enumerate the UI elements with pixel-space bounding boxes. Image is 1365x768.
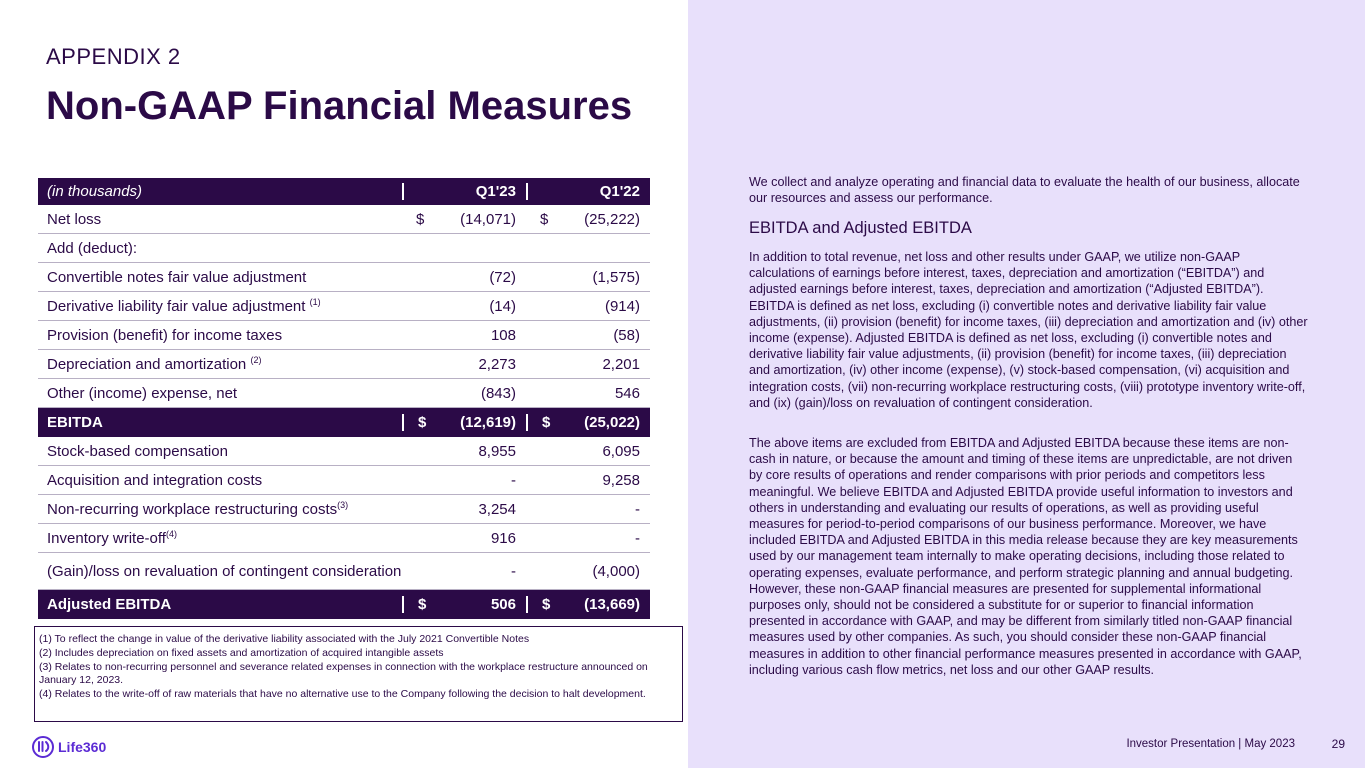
cell-value: (14) <box>489 297 516 315</box>
cell-value: 2,273 <box>478 355 516 373</box>
footnote-ref: (4) <box>165 529 177 539</box>
value-cell-2 <box>526 269 650 286</box>
row-label-text: Other (income) expense, net <box>47 384 238 402</box>
cell-value: 108 <box>490 326 516 344</box>
row-label <box>38 240 402 257</box>
cell-value: 506 <box>490 596 516 613</box>
company-logo <box>32 736 106 758</box>
cell-value: - <box>511 562 516 580</box>
cell-value: (14,071) <box>460 210 516 228</box>
logo-text: Life360 <box>58 739 107 755</box>
life360-logo-icon <box>32 736 54 758</box>
value-cell-2 <box>526 298 650 315</box>
row-label <box>38 355 402 373</box>
cell-value: 916 <box>490 529 516 547</box>
row-label-text: Acquisition and integration costs <box>47 471 263 489</box>
table-row <box>38 234 650 263</box>
footnote-ref: (1) <box>309 297 321 307</box>
table-header <box>38 178 650 205</box>
section-heading: EBITDA and Adjusted EBITDA <box>749 219 972 237</box>
table-row <box>38 437 650 466</box>
value-cell-2 <box>526 596 650 613</box>
cell-value: (25,022) <box>584 414 640 431</box>
footnote-2: (2) Includes depreciation on fixed assets and amortization of acquired intangible assets <box>39 646 444 659</box>
financial-table <box>38 178 650 619</box>
row-label-text: Net loss <box>47 210 102 228</box>
currency-symbol: $ <box>416 210 425 228</box>
value-cell-2 <box>526 327 650 344</box>
currency-symbol: $ <box>542 414 551 431</box>
footnote-1: (1) To reflect the change in value of the derivative liability associated with the July 2021 Convertible Notes <box>39 633 530 645</box>
footnote-3: (3) Relates to non-recurring personnel and severance related expenses in connection with the workplace restructure announced on January 12, 2023. <box>39 660 648 687</box>
row-label <box>38 443 402 460</box>
cell-value: 3,254 <box>478 500 516 518</box>
value-cell-2 <box>526 414 650 431</box>
cell-value: (843) <box>480 384 516 402</box>
cell-value: (58) <box>613 326 640 344</box>
row-label-text: Depreciation and amortization <box>47 356 251 373</box>
value-cell-1 <box>402 530 526 547</box>
value-cell-2 <box>526 501 650 518</box>
value-cell-1 <box>402 443 526 460</box>
row-label <box>38 414 402 431</box>
table-row <box>38 321 650 350</box>
eyebrow: APPENDIX 2 <box>46 44 181 69</box>
row-label <box>38 596 402 613</box>
table-row <box>38 379 650 408</box>
row-label <box>38 269 402 286</box>
value-cell-1 <box>402 501 526 518</box>
row-label-text: EBITDA <box>47 414 103 431</box>
row-label <box>38 472 402 489</box>
value-cell-2 <box>526 443 650 460</box>
row-label-text: Stock-based compensation <box>47 442 228 460</box>
footnotes <box>34 626 683 722</box>
paragraph-2: The above items are excluded from EBITDA and Adjusted EBITDA because these items are non-cash in nature, or because the amount and timing of these items are unpredictable, are not driven by core results of operations and render comparisons with prior periods and competitors less meaningful. We believe EBITDA and Adjusted EBITDA provide useful information to investors and others in understanding and evaluating our results of operations, as well as providing useful measures for period-to-period comparisons of our business performance. Moreover, we have included EBITDA and Adjusted EBITDA in this media release because they are key measurements used by our management team internally to make operating decisions, including those related to operating expenses, evaluate performance, and perform strategic planning and annual budgeting. However, these non-GAAP financial measures are presented for supplemental informational purposes only, should not be considered a substitute for or superior to financial information presented in accordance with GAAP, and may be different from similarly titled non-GAAP financial measures used by other companies. As such, you should consider these non-GAAP financial measures in addition to other financial performance measures presented in accordance with GAAP, including various cash flow metrics, net loss and our other GAAP results. <box>749 436 1302 677</box>
row-label-text: Adjusted EBITDA <box>47 596 172 613</box>
value-cell-2 <box>526 356 650 373</box>
cell-value: - <box>635 529 640 547</box>
table-row <box>38 590 650 619</box>
paragraph-1: In addition to total revenue, net loss and other results under GAAP, we utilize non-GAAP calculations of earnings before interest, taxes, depreciation and amortization (“EBITDA”) and adjusted earnings before interest, taxes, depreciation and amortization (“Adjusted EBITDA”). EBITDA is defined as net loss, excluding (i) convertible notes and derivative liability fair value adjustments, (ii) provision (benefit) for income taxes, (iii) depreciation and amortization and (iv) other income (expense). Adjusted EBITDA is defined as net loss, excluding (i) convertible notes and derivative liability fair value adjustments, (ii) provision (benefit) for income taxes, (iii) depreciation and amortization, (iv) other income (expense), (v) stock-based compensation, (vi) acquisition and integration costs, (vii) non-recurring workplace restructuring costs, (viii) prototype inventory write-off, and (ix) (gain)/loss on revaluation of contingent consideration. <box>749 250 1308 410</box>
value-cell-2 <box>526 385 650 402</box>
value-cell-1 <box>402 385 526 402</box>
currency-symbol: $ <box>418 414 427 431</box>
cell-value: (13,669) <box>584 596 640 613</box>
row-label-text: Non-recurring workplace restructuring costs <box>47 501 338 518</box>
row-label <box>38 385 402 402</box>
cell-value: (72) <box>489 268 516 286</box>
cell-value: (4,000) <box>592 562 640 580</box>
page-number: 29 <box>1331 737 1345 751</box>
footnote-4: (4) Relates to the write-off of raw materials that have no alternative use to the Company following the decision to halt development. <box>39 688 646 701</box>
cell-value: (25,222) <box>584 210 640 228</box>
cell-value: 6,095 <box>602 442 640 460</box>
row-label <box>38 529 402 547</box>
table-row <box>38 495 650 524</box>
cell-value: (12,619) <box>460 414 516 431</box>
footnote-ref: (3) <box>337 500 349 510</box>
value-cell-2 <box>526 211 650 228</box>
header-col1: Q1'23 <box>402 183 526 200</box>
currency-symbol: $ <box>540 210 549 228</box>
page-title: Non-GAAP Financial Measures <box>46 84 633 128</box>
cell-value: - <box>635 500 640 518</box>
value-cell-1 <box>402 211 526 228</box>
row-label-text: (Gain)/loss on revaluation of contingent consideration <box>47 562 402 580</box>
value-cell-1 <box>402 472 526 489</box>
cell-value: - <box>511 471 516 489</box>
table-row <box>38 466 650 495</box>
header-col2: Q1'22 <box>526 183 650 200</box>
table-row <box>38 292 650 321</box>
value-cell-2 <box>526 472 650 489</box>
table-row <box>38 553 650 590</box>
currency-symbol: $ <box>542 596 551 613</box>
row-label-text: Inventory write-off <box>47 530 166 547</box>
row-label <box>38 563 402 580</box>
value-cell-2 <box>526 530 650 547</box>
table-row <box>38 350 650 379</box>
cell-value: 9,258 <box>602 471 640 489</box>
row-label <box>38 297 402 315</box>
row-label <box>38 211 402 228</box>
table-row <box>38 408 650 437</box>
value-cell-1 <box>402 563 526 580</box>
footnote-ref: (2) <box>250 355 262 365</box>
value-cell-1 <box>402 327 526 344</box>
value-cell-1 <box>402 596 526 613</box>
value-cell-2 <box>526 563 650 580</box>
cell-value: (914) <box>604 297 640 315</box>
cell-value: 2,201 <box>602 355 640 373</box>
value-cell-1 <box>402 298 526 315</box>
table-row <box>38 263 650 292</box>
header-label: (in thousands) <box>47 183 143 200</box>
row-label-text: Add (deduct): <box>47 239 138 257</box>
cell-value: 8,955 <box>478 442 516 460</box>
value-cell-1 <box>402 414 526 431</box>
cell-value: 546 <box>614 384 640 402</box>
table-row <box>38 205 650 234</box>
row-label-text: Derivative liability fair value adjustment <box>47 298 310 315</box>
value-cell-1 <box>402 269 526 286</box>
footer-text: Investor Presentation | May 2023 <box>1126 738 1295 750</box>
row-label-text: Convertible notes fair value adjustment <box>47 268 307 286</box>
row-label <box>38 327 402 344</box>
row-label-text: Provision (benefit) for income taxes <box>47 326 283 344</box>
intro-text: We collect and analyze operating and financial data to evaluate the health of our business, allocate our resources and assess our performance. <box>749 175 1300 206</box>
currency-symbol: $ <box>418 596 427 613</box>
cell-value: (1,575) <box>592 268 640 286</box>
row-label <box>38 500 402 518</box>
table-row <box>38 524 650 553</box>
value-cell-1 <box>402 356 526 373</box>
